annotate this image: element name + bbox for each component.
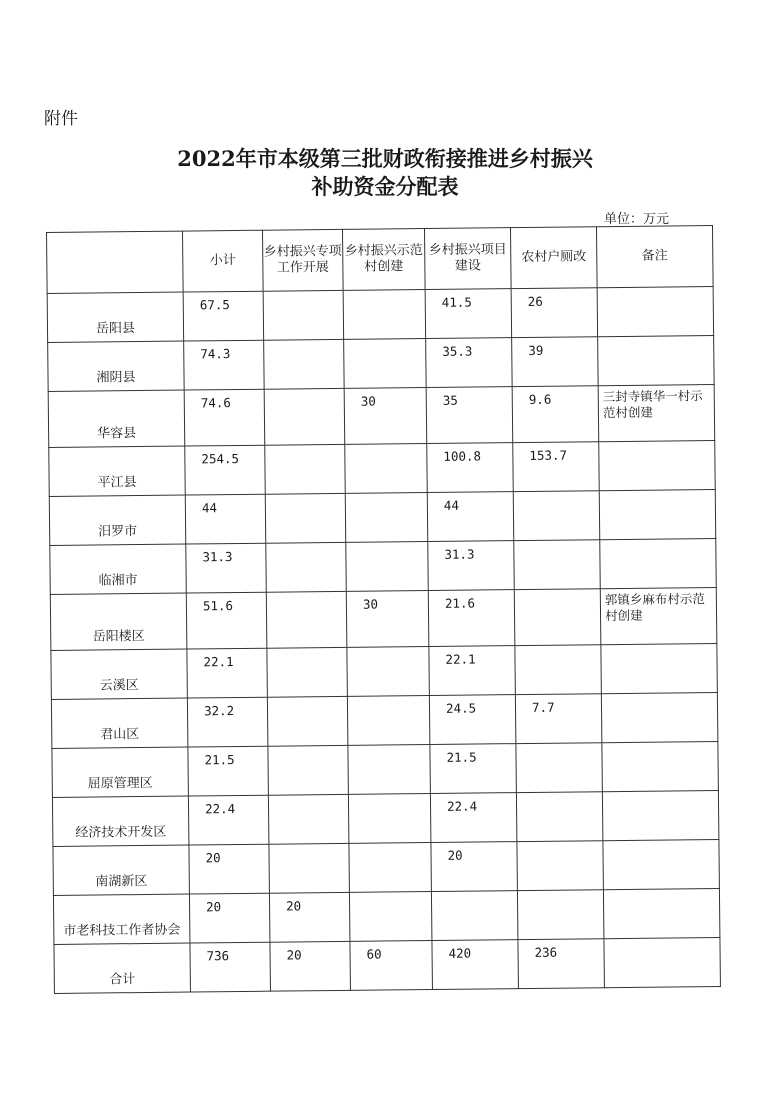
special-work-cell <box>269 843 350 893</box>
special-work-cell <box>267 647 348 697</box>
table-row <box>48 336 714 392</box>
subtotal-cell: 20 <box>189 893 270 943</box>
project-cell: 35.3 <box>426 338 513 388</box>
toilet-cell <box>514 589 601 646</box>
subtotal-cell: 22.4 <box>188 795 269 845</box>
project-cell: 41.5 <box>425 289 512 339</box>
header-toilet: 农村户厕改 <box>510 227 597 289</box>
header-note: 备注 <box>596 226 713 288</box>
project-cell: 420 <box>432 940 519 990</box>
note-cell <box>603 839 720 889</box>
header-region <box>47 231 184 293</box>
subtotal-cell: 22.1 <box>187 648 268 698</box>
region-name: 临湘市 <box>50 544 187 594</box>
project-cell: 24.5 <box>429 695 516 745</box>
document-title-line2: 补助资金分配表 <box>311 174 459 199</box>
table-row <box>50 588 717 651</box>
special-work-cell <box>263 290 344 340</box>
region-name: 屈原管理区 <box>52 747 189 797</box>
subtotal-cell: 74.3 <box>184 340 265 390</box>
special-work-cell <box>267 696 348 746</box>
subtotal-cell: 51.6 <box>186 592 267 649</box>
special-work-cell <box>268 745 349 795</box>
special-work-cell <box>268 794 349 844</box>
table-row <box>47 287 713 343</box>
note-cell <box>601 692 718 742</box>
document-title-line1: 2022年市本级第三批财政衔接推进乡村振兴 <box>177 146 593 171</box>
toilet-cell: 236 <box>518 939 605 989</box>
special-work-cell <box>266 542 347 592</box>
note-cell <box>602 741 719 791</box>
region-name: 华容县 <box>48 390 185 447</box>
note-cell <box>603 888 720 938</box>
toilet-cell <box>516 743 603 793</box>
note-cell <box>599 490 716 540</box>
region-name: 平江县 <box>49 446 186 496</box>
note-cell <box>600 539 717 589</box>
note-cell <box>599 441 716 491</box>
region-name: 市老科技工作者协会 <box>53 894 190 944</box>
project-cell <box>431 891 518 941</box>
table-row <box>50 539 716 595</box>
toilet-cell: 9.6 <box>512 386 599 443</box>
note-cell: 三封寺镇华一村示范村创建 <box>598 385 715 442</box>
toilet-cell: 39 <box>512 337 599 387</box>
demo-village-cell <box>348 745 431 795</box>
toilet-cell: 7.7 <box>515 694 602 744</box>
table-row <box>53 839 719 895</box>
header-demo-village: 乡村振兴示范村创建 <box>342 229 425 291</box>
special-work-cell <box>265 493 346 543</box>
table-row <box>49 441 715 497</box>
region-name: 云溪区 <box>51 649 188 699</box>
special-work-cell: 20 <box>270 941 351 991</box>
region-name: 汨罗市 <box>49 495 186 545</box>
demo-village-cell <box>349 892 432 942</box>
region-name: 合计 <box>54 943 191 993</box>
project-cell: 21.6 <box>428 590 515 647</box>
special-work-cell: 20 <box>269 892 350 942</box>
note-cell <box>601 643 718 693</box>
project-cell: 20 <box>431 842 518 892</box>
table-row <box>52 790 718 846</box>
subtotal-cell: 21.5 <box>188 746 269 796</box>
note-cell <box>597 287 714 337</box>
toilet-cell: 26 <box>511 288 598 338</box>
subtotal-cell: 32.2 <box>187 697 268 747</box>
region-name: 君山区 <box>51 698 188 748</box>
toilet-cell <box>516 792 603 842</box>
project-cell: 44 <box>427 492 514 542</box>
attachment-label: 附件 <box>44 109 78 129</box>
special-work-cell <box>265 444 346 494</box>
project-cell: 22.4 <box>430 793 517 843</box>
project-cell: 22.1 <box>429 646 516 696</box>
header-special-work: 乡村振兴专项工作开展 <box>262 229 343 291</box>
project-cell: 21.5 <box>430 744 517 794</box>
note-cell <box>604 937 721 987</box>
special-work-cell <box>264 339 345 389</box>
demo-village-cell <box>345 493 428 543</box>
demo-village-cell <box>347 696 430 746</box>
unit-label: 单位：万元 <box>604 212 670 227</box>
project-cell: 100.8 <box>427 443 514 493</box>
region-name: 岳阳县 <box>47 292 184 342</box>
toilet-cell <box>515 645 602 695</box>
table-row <box>51 643 717 699</box>
table-row <box>51 692 717 748</box>
subtotal-cell: 736 <box>190 942 271 992</box>
demo-village-cell: 30 <box>346 591 429 648</box>
demo-village-cell: 30 <box>344 388 427 445</box>
demo-village-cell: 60 <box>350 940 433 990</box>
toilet-cell <box>517 841 604 891</box>
subtotal-cell: 254.5 <box>185 445 266 495</box>
toilet-cell <box>517 890 604 940</box>
special-work-cell <box>264 388 345 445</box>
header-project: 乡村振兴项目建设 <box>424 228 511 290</box>
demo-village-cell <box>343 290 426 340</box>
table-body <box>47 287 720 994</box>
table-row <box>52 741 718 797</box>
subtotal-cell: 44 <box>185 494 266 544</box>
region-name: 岳阳楼区 <box>50 593 187 650</box>
demo-village-cell <box>344 339 427 389</box>
region-name: 南湖新区 <box>53 845 190 895</box>
table-row <box>49 490 715 546</box>
subtotal-cell: 74.6 <box>184 389 265 446</box>
subtotal-cell: 20 <box>189 844 270 894</box>
region-name: 经济技术开发区 <box>52 796 189 846</box>
note-cell <box>598 336 715 386</box>
table-row <box>48 385 715 448</box>
header-subtotal: 小计 <box>182 230 263 292</box>
demo-village-cell <box>349 843 432 893</box>
demo-village-cell <box>346 542 429 592</box>
demo-village-cell <box>347 647 430 697</box>
table-row <box>53 888 719 944</box>
project-cell: 31.3 <box>428 541 515 591</box>
project-cell: 35 <box>426 387 513 444</box>
toilet-cell <box>514 540 601 590</box>
table-header-row <box>47 226 714 294</box>
note-cell <box>602 790 719 840</box>
subtotal-cell: 67.5 <box>183 291 264 341</box>
demo-village-cell <box>345 444 428 494</box>
note-cell: 郭镇乡麻布村示范村创建 <box>600 588 717 645</box>
subtotal-cell: 31.3 <box>186 543 267 593</box>
allocation-table <box>46 225 721 994</box>
special-work-cell <box>266 591 347 648</box>
toilet-cell: 153.7 <box>513 442 600 492</box>
region-name: 湘阴县 <box>48 341 185 391</box>
demo-village-cell <box>348 794 431 844</box>
table-row <box>54 937 720 993</box>
toilet-cell <box>513 491 600 541</box>
